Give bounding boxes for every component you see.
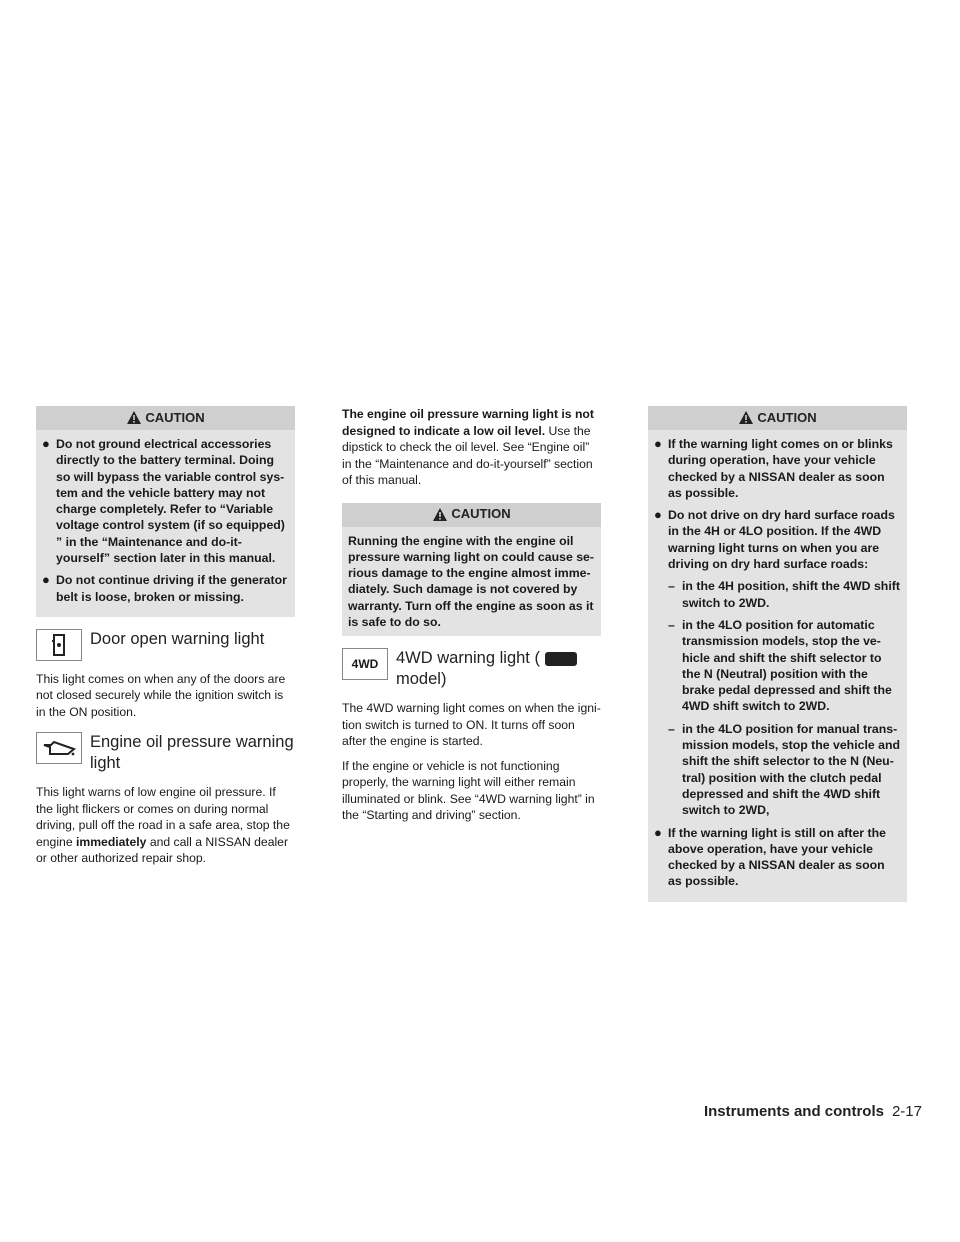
warning-triangle-icon <box>432 507 448 523</box>
caution-title: CAUTION <box>451 506 511 522</box>
caution-item: ● Do not ground electrical accessories directly to the battery terminal. Doing so will bypass the variable control sys-tem and the vehicle battery may not charge completely. Refer to “Variable voltage control system (if so equipped) ” in the “Maintenance and do-it-yourself” section later in this manual. <box>42 436 285 566</box>
column-3 <box>648 406 907 912</box>
warning-triangle-icon <box>126 410 142 426</box>
oil-can-icon <box>36 732 82 764</box>
caution-header <box>36 406 295 430</box>
caution-body <box>648 430 907 898</box>
page-footer <box>704 1103 922 1120</box>
4x4-icon <box>545 652 577 666</box>
bullet-icon: ● <box>42 572 50 588</box>
door-warning-text: This light comes on when any of the doors are not closed securely while the ignition switch is in the ON position. <box>36 671 286 719</box>
4wd-warning-text-1: The 4WD warning light comes on when the igni-tion switch is turned to ON. It turns off soon after the engine is started. <box>342 701 601 749</box>
4wd-icon: 4WD <box>342 648 388 680</box>
page-number: 2-17 <box>891 1103 922 1120</box>
bullet-icon: ● <box>654 507 662 523</box>
door-open-icon <box>36 629 82 661</box>
caution-box <box>36 406 295 617</box>
bullet-icon: ● <box>654 436 662 451</box>
caution-subitem: – in the 4LO position for manual trans-mission models, stop the vehicle and shift the shift selector to the N (Neu-tral) position with the clutch pedal depressed and shift the 4WD shift switch to 2WD, <box>668 721 900 818</box>
oil-warning-heading <box>36 732 295 774</box>
bullet-icon: ● <box>42 436 50 451</box>
caution-item: ● If the warning light comes on or blinks during operation, have your vehicle checked by a NISSAN dealer as soon as possible. <box>654 436 893 500</box>
caution-item: ● Do not drive on dry hard surface roads in the 4H or 4LO position. If the 4WD warning light turns on when you are driving on dry hard surface roads: <box>654 507 895 572</box>
door-warning-title: Door open warning light <box>90 629 265 648</box>
bullet-icon: ● <box>654 824 662 840</box>
caution-header <box>342 503 601 527</box>
oil-level-note: The engine oil pressure warning light is not designed to indicate a low oil level. Use the dipstick to check the oil level. See “Engine oil” in the “Maintenance and do-it-yourself” section of this manual. <box>342 407 594 487</box>
caution-title: CAUTION <box>145 409 205 425</box>
caution-box <box>648 406 907 902</box>
caution-subitem: – in the 4LO position for automatic transmission models, stop the ve-hicle and shift the shift selector to the N (Neutral) position with the brake pedal depressed and shift the 4WD shift switch to 2WD. <box>668 617 892 714</box>
door-warning-heading <box>36 629 295 661</box>
caution-body <box>36 430 295 613</box>
caution-title: CAUTION <box>757 409 817 425</box>
section-title: Instruments and controls <box>703 1103 884 1120</box>
caution-header <box>648 406 907 430</box>
column-1 <box>36 406 295 875</box>
warning-triangle-icon <box>738 410 754 426</box>
caution-subitem: – in the 4H position, shift the 4WD shift switch to 2WD. <box>668 579 900 610</box>
oil-warning-text: This light warns of low engine oil pressure. If the light flickers or comes on during normal driving, pull off the road in a safe area, stop the engine immediately and call a NISSAN dealer or other authorized repair shop. <box>36 785 290 866</box>
4wd-warning-title: 4WD warning light ( model) <box>396 648 577 690</box>
4wd-warning-text-2: If the engine or vehicle is not functioning properly, the warning light will either remain illuminated or blink. See “4WD warning light” in the “Starting and driving” section. <box>342 758 595 823</box>
caution-item: ● If the warning light is still on after the above operation, have your vehicle checked by a NISSAN dealer as soon as possible. <box>654 824 886 889</box>
column-2 <box>342 406 601 832</box>
oil-warning-title: Engine oil pressure warning light <box>90 733 294 773</box>
caution-item: ● Do not continue driving if the generator belt is loose, broken or missing. <box>42 572 287 604</box>
caution-box <box>342 503 601 637</box>
caution-body: Running the engine with the engine oil pressure warning light on could cause se-rious damage to the engine almost imme-diately. Such damage is not covered by warranty. Turn off the engine as soon as it is safe to do so. <box>348 533 594 629</box>
4wd-warning-heading <box>342 648 601 690</box>
